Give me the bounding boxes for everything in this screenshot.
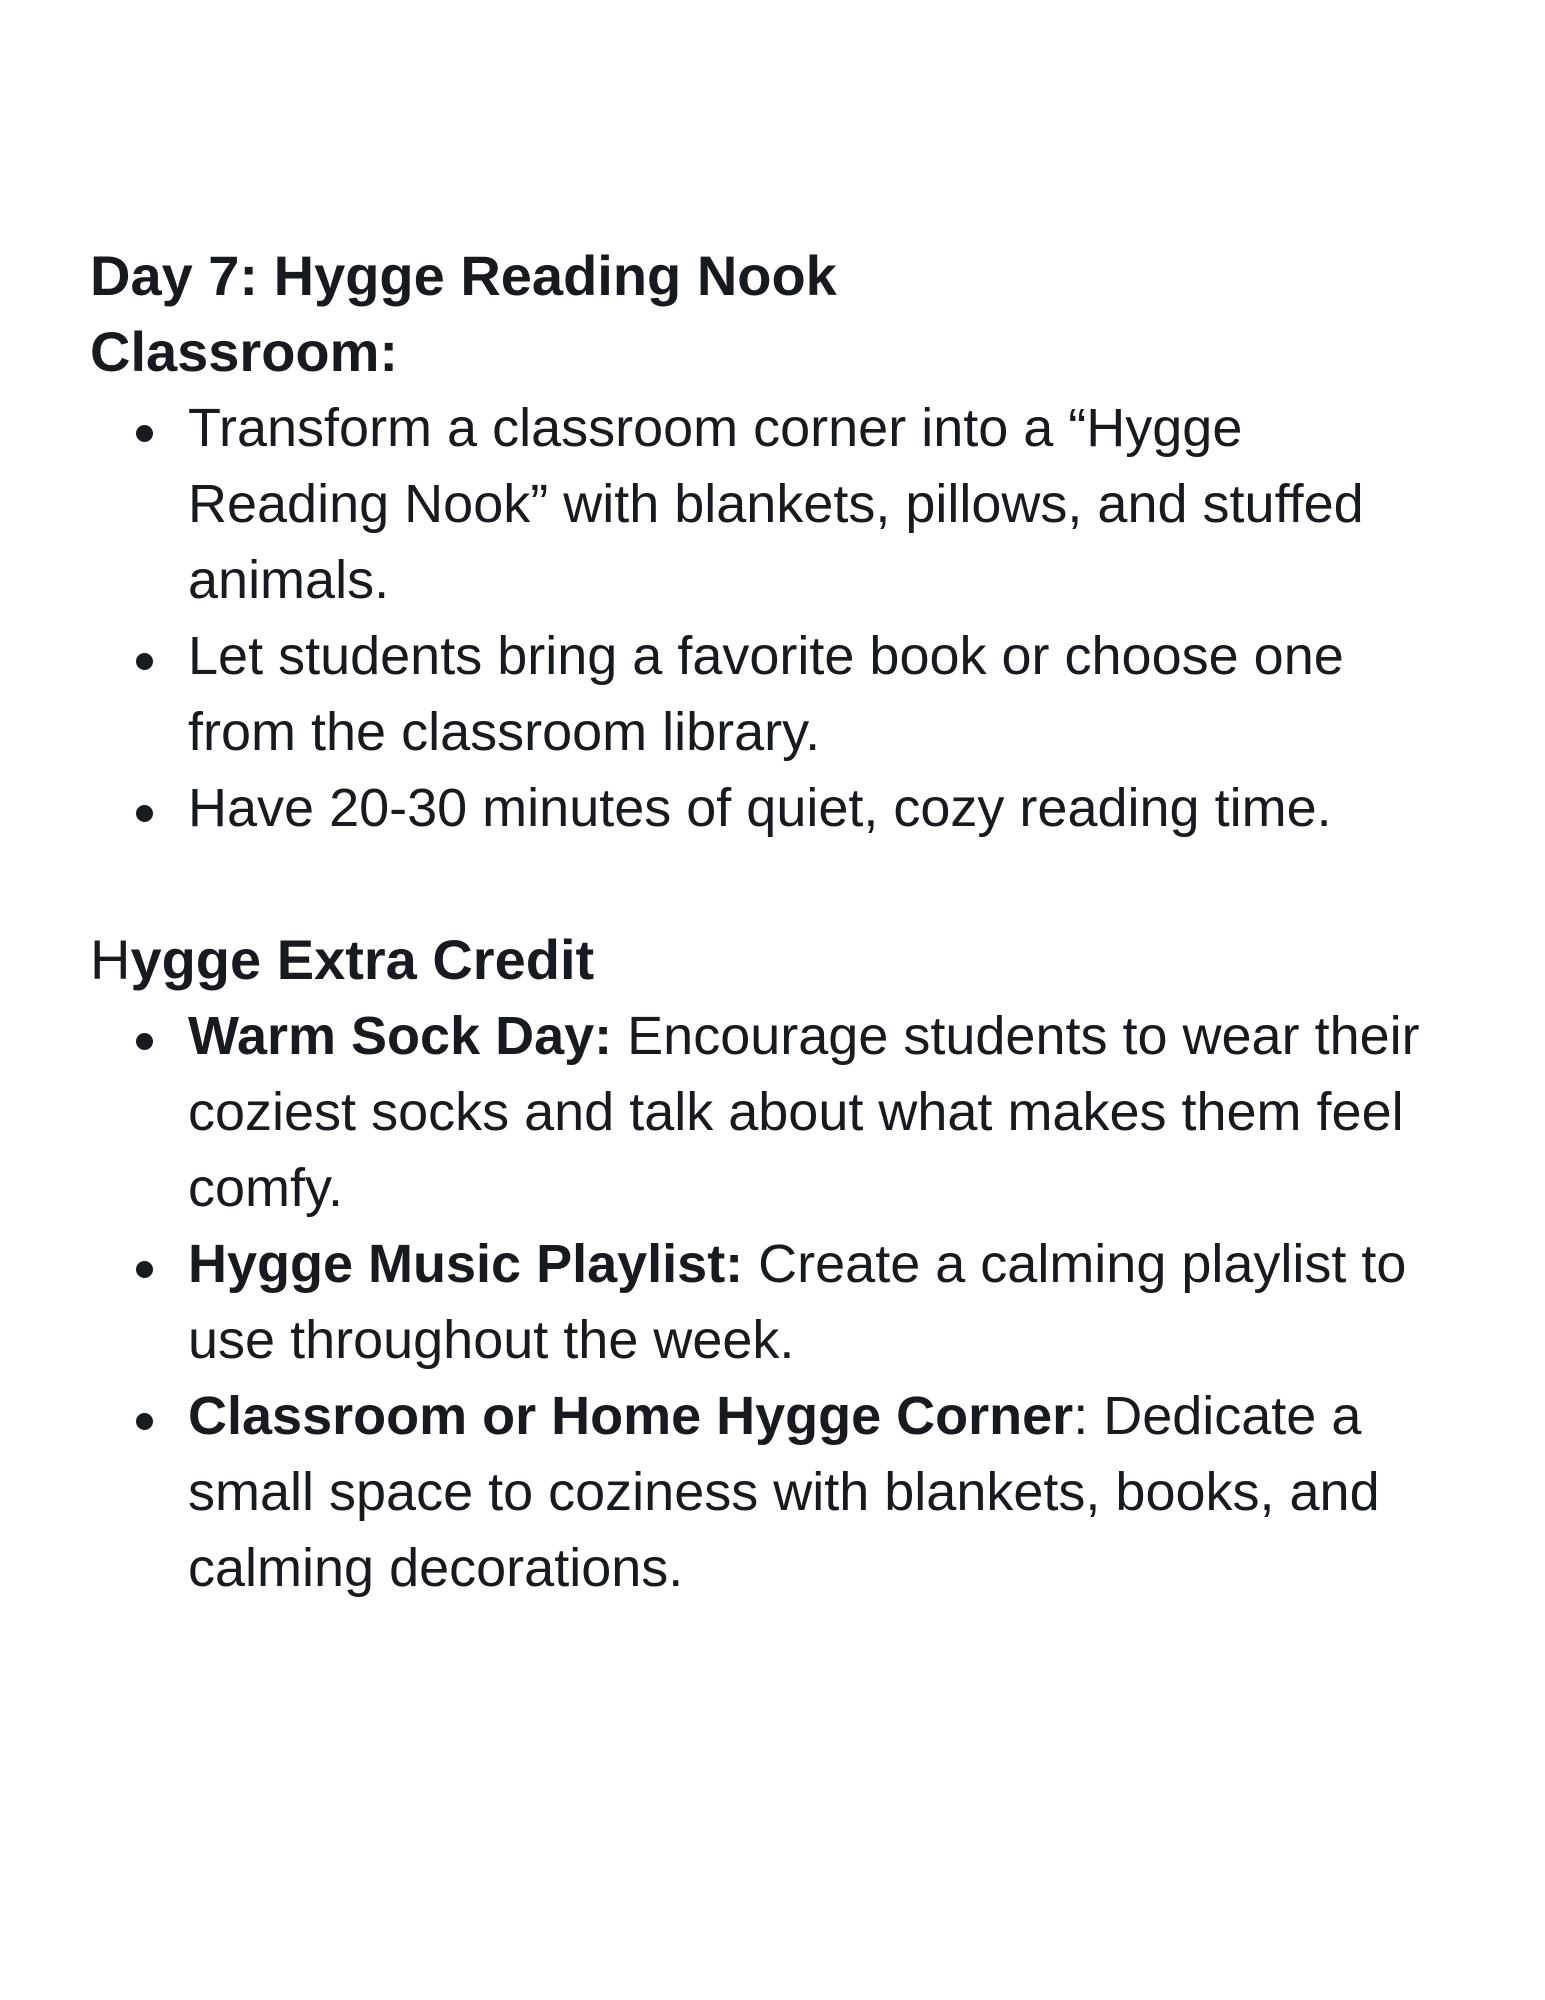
list-item <box>188 1226 1448 1378</box>
bullet-icon <box>136 1033 153 1050</box>
list-item <box>188 1378 1448 1606</box>
list-item-lead: Warm Sock Day: <box>188 1006 613 1066</box>
list-item-text: Have 20-30 minutes of quiet, cozy reading time. <box>188 778 1332 838</box>
extra-credit-heading <box>90 922 1448 998</box>
list-item <box>188 998 1448 1226</box>
bullet-icon <box>136 425 153 442</box>
extra-credit-bullet-list <box>90 998 1448 1606</box>
classroom-bullet-list <box>90 390 1448 846</box>
extra-credit-heading-rest: ygge Extra Credit <box>130 928 595 991</box>
list-item <box>188 618 1448 770</box>
bullet-icon <box>136 653 153 670</box>
blank-line <box>90 846 1448 922</box>
list-item-text: Let students bring a favorite book or choose one from the classroom library. <box>188 626 1344 762</box>
list-item <box>188 390 1448 618</box>
list-item-lead: Hygge Music Playlist: <box>188 1234 744 1294</box>
day-title: Day 7: Hygge Reading Nook <box>90 244 837 307</box>
list-item <box>188 770 1448 846</box>
bullet-icon <box>136 805 153 822</box>
list-item-text: Transform a classroom corner into a “Hygge Reading Nook” with blankets, pillows, and stuffed animals. <box>188 398 1364 610</box>
extra-credit-heading-first-letter: H <box>90 928 131 991</box>
bullet-icon <box>136 1261 153 1278</box>
list-item-text: Encourage students to wear their coziest socks and talk about what makes them feel comfy. <box>188 1006 1420 1218</box>
list-item-text: : Dedicate a small space to coziness with blankets, books, and calming decorations. <box>188 1386 1380 1598</box>
list-item-lead: Classroom or Home Hygge Corner <box>188 1386 1074 1446</box>
classroom-subheading: Classroom: <box>90 320 399 383</box>
list-item-text: Create a calming playlist to use throughout the week. <box>188 1234 1407 1370</box>
bullet-icon <box>136 1413 153 1430</box>
